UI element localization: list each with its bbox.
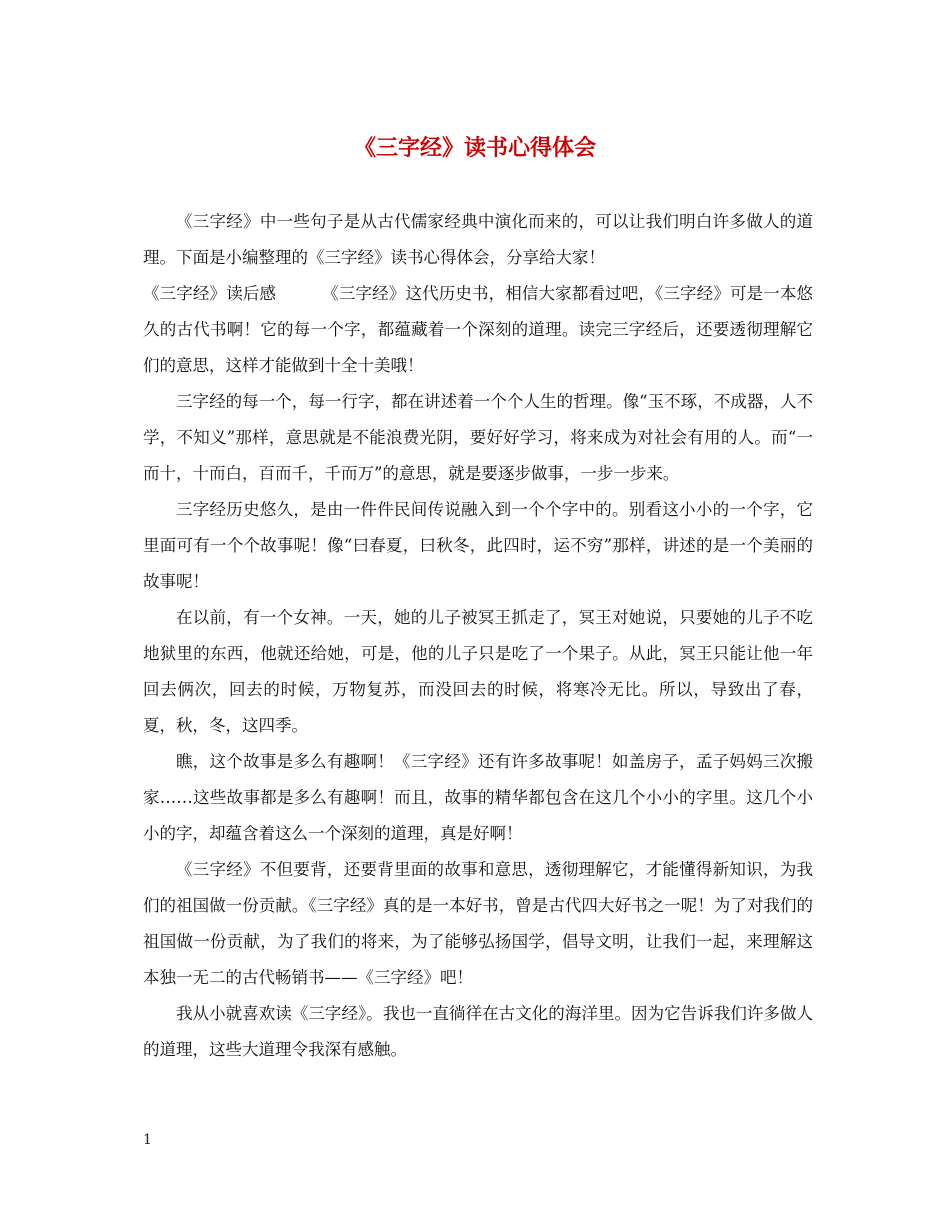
body-paragraph: 瞧，这个故事是多么有趣啊！《三字经》还有许多故事呢！如盖房子，孟子妈妈三次搬家……这些故事都是多么有趣啊！而且，故事的精华都包含在这几个小小的字里。这几个小小的字，却蕴含着这么一个深刻的道理，真是好啊！ [143, 752, 813, 843]
document-body [143, 204, 813, 1068]
review-paragraph [143, 276, 813, 384]
document-title: 《三字经》读书心得体会 [353, 135, 596, 161]
page-number: 1 [143, 1132, 152, 1148]
review-first-text: 《三字经》这代历史书，相信大家都看过吧，《三字经》可是一本悠久的古代书啊！它的每一个字，都蕴藏着一个深刻的道理。读完三字经后，还要透彻理解它们的意思，这样才能做到十全十美哦！ [143, 284, 814, 375]
body-paragraph: 《三字经》不但要背，还要背里面的故事和意思，透彻理解它，才能懂得新知识，为我们的祖国做一份贡献。《三字经》真的是一本好书，曾是古代四大好书之一呢！为了对我们的祖国做一份贡献，为了我们的将来，为了能够弘扬国学，倡导文明，让我们一起，来理解这本独一无二的古代畅销书——《三字经》吧！ [143, 860, 813, 987]
body-paragraph: 我从小就喜欢读《三字经》。我也一直徜徉在古文化的海洋里。因为它告诉我们许多做人的道理，这些大道理令我深有感触。 [143, 1004, 813, 1059]
review-heading: 《三字经》读后感 [143, 284, 277, 303]
body-paragraph: 三字经历史悠久，是由一件件民间传说融入到一个个字中的。别看这小小的一个字，它里面可有一个个故事呢！像“曰春夏，曰秋冬，此四时，运不穷”那样，讲述的是一个美丽的故事呢！ [143, 500, 813, 591]
intro-paragraph: 《三字经》中一些句子是从古代儒家经典中演化而来的，可以让我们明白许多做人的道理。下面是小编整理的《三字经》读书心得体会，分享给大家！ [143, 212, 813, 267]
body-paragraph: 在以前，有一个女神。一天，她的儿子被冥王抓走了，冥王对她说，只要她的儿子不吃地狱里的东西，他就还给她，可是，他的儿子只是吃了一个果子。从此，冥王只能让他一年回去俩次，回去的时候，万物复苏，而没回去的时候，将寒冷无比。所以，导致出了春，夏，秋，冬，这四季。 [143, 608, 813, 735]
body-paragraph: 三字经的每一个，每一行字，都在讲述着一个个人生的哲理。像“玉不琢，不成器，人不学，不知义”那样，意思就是不能浪费光阴，要好好学习，将来成为对社会有用的人。而“一而十，十而白，百而千，千而万”的意思，就是要逐步做事，一步一步来。 [143, 392, 813, 483]
